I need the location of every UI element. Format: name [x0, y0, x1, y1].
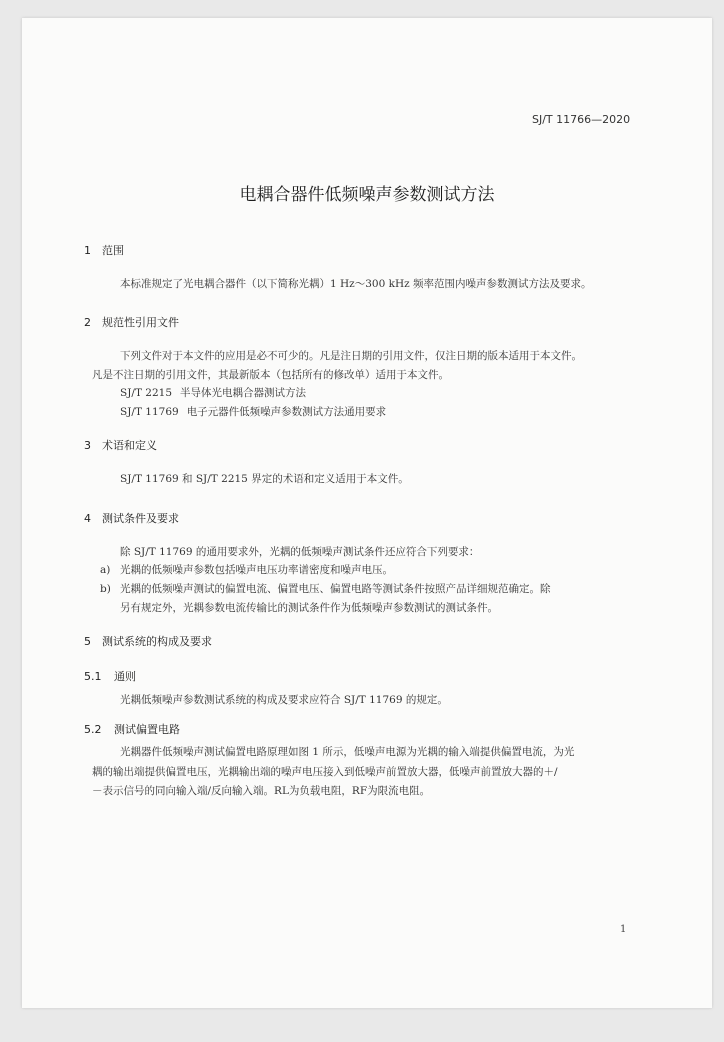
document-title: 电耦合器件低频噪声参数测试方法: [239, 185, 495, 205]
section-2-paragraph-line-2: 凡是不注日期的引用文件，其最新版本（包括所有的修改单）适用于本文件。: [92, 369, 449, 381]
standard-number: SJ/T 11766—2020: [532, 113, 631, 126]
section-title: 范围: [102, 244, 124, 257]
subsection-title: 测试偏置电路: [114, 723, 180, 736]
page-number: 1: [620, 924, 627, 935]
reference-code: SJ/T 2215: [120, 387, 173, 399]
list-marker: a): [100, 564, 111, 576]
list-marker: b): [100, 583, 111, 595]
subsection-5-2-paragraph-line-3: －表示信号的同向输入端/反向输入端。RL为负载电阻，RF为限流电阻。: [92, 785, 431, 797]
list-text: 光耦的低频噪声测试的偏置电流、偏置电压、偏置电路等测试条件按照产品详细规范确定。除: [120, 583, 551, 595]
reference-title: 半导体光电耦合器测试方法: [180, 387, 307, 399]
section-title: 测试系统的构成及要求: [102, 635, 212, 648]
section-1-heading: [84, 242, 124, 258]
reference-title: 电子元器件低频噪声参数测试方法通用要求: [186, 406, 387, 418]
reference-item: [120, 385, 306, 400]
document-page: [22, 18, 712, 1008]
section-number: 2: [84, 316, 91, 329]
list-item-b: [100, 581, 551, 596]
section-4-paragraph: 除 SJ/T 11769 的通用要求外，光耦的低频噪声测试条件还应符合下列要求：: [120, 546, 480, 558]
section-3-paragraph: SJ/T 11769 和 SJ/T 2215 界定的术语和定义适用于本文件。: [120, 473, 409, 485]
subsection-5-2-paragraph-line-1: 光耦器件低频噪声测试偏置电路原理如图 1 所示，低噪声电源为光耦的输入端提供偏置电流，为光: [120, 746, 575, 758]
section-number: 1: [84, 244, 91, 257]
section-1-paragraph: 本标准规定了光电耦合器件（以下简称光耦）1 Hz～300 kHz 频率范围内噪声参数测试方法及要求。: [120, 278, 592, 290]
section-5-heading: [84, 633, 212, 649]
subsection-5-2-heading: [84, 721, 180, 737]
section-title: 测试条件及要求: [102, 512, 179, 525]
section-title: 规范性引用文件: [102, 316, 179, 329]
reference-item: [120, 404, 386, 419]
section-3-heading: [84, 437, 157, 453]
subsection-number: 5.2: [84, 723, 102, 736]
section-number: 5: [84, 635, 91, 648]
subsection-5-2-paragraph-line-2: 耦的输出端提供偏置电压，光耦输出端的噪声电压接入到低噪声前置放大器，低噪声前置放大器的＋/: [92, 766, 558, 778]
section-number: 4: [84, 512, 91, 525]
section-2-paragraph-line-1: 下列文件对于本文件的应用是必不可少的。凡是注日期的引用文件，仅注日期的版本适用于本文件。: [120, 350, 582, 362]
subsection-5-1-heading: [84, 668, 136, 684]
subsection-5-1-paragraph: 光耦低频噪声参数测试系统的构成及要求应符合 SJ/T 11769 的规定。: [120, 694, 448, 706]
list-item-a: [100, 562, 393, 577]
subsection-title: 通则: [114, 670, 136, 683]
subsection-number: 5.1: [84, 670, 102, 683]
section-title: 术语和定义: [102, 439, 157, 452]
reference-code: SJ/T 11769: [120, 406, 179, 418]
section-2-heading: [84, 314, 179, 330]
list-text: 光耦的低频噪声参数包括噪声电压功率谱密度和噪声电压。: [120, 564, 393, 576]
list-item-b-continuation: 另有规定外，光耦参数电流传输比的测试条件作为低频噪声参数测试的测试条件。: [120, 602, 498, 614]
section-number: 3: [84, 439, 91, 452]
section-4-heading: [84, 510, 179, 526]
